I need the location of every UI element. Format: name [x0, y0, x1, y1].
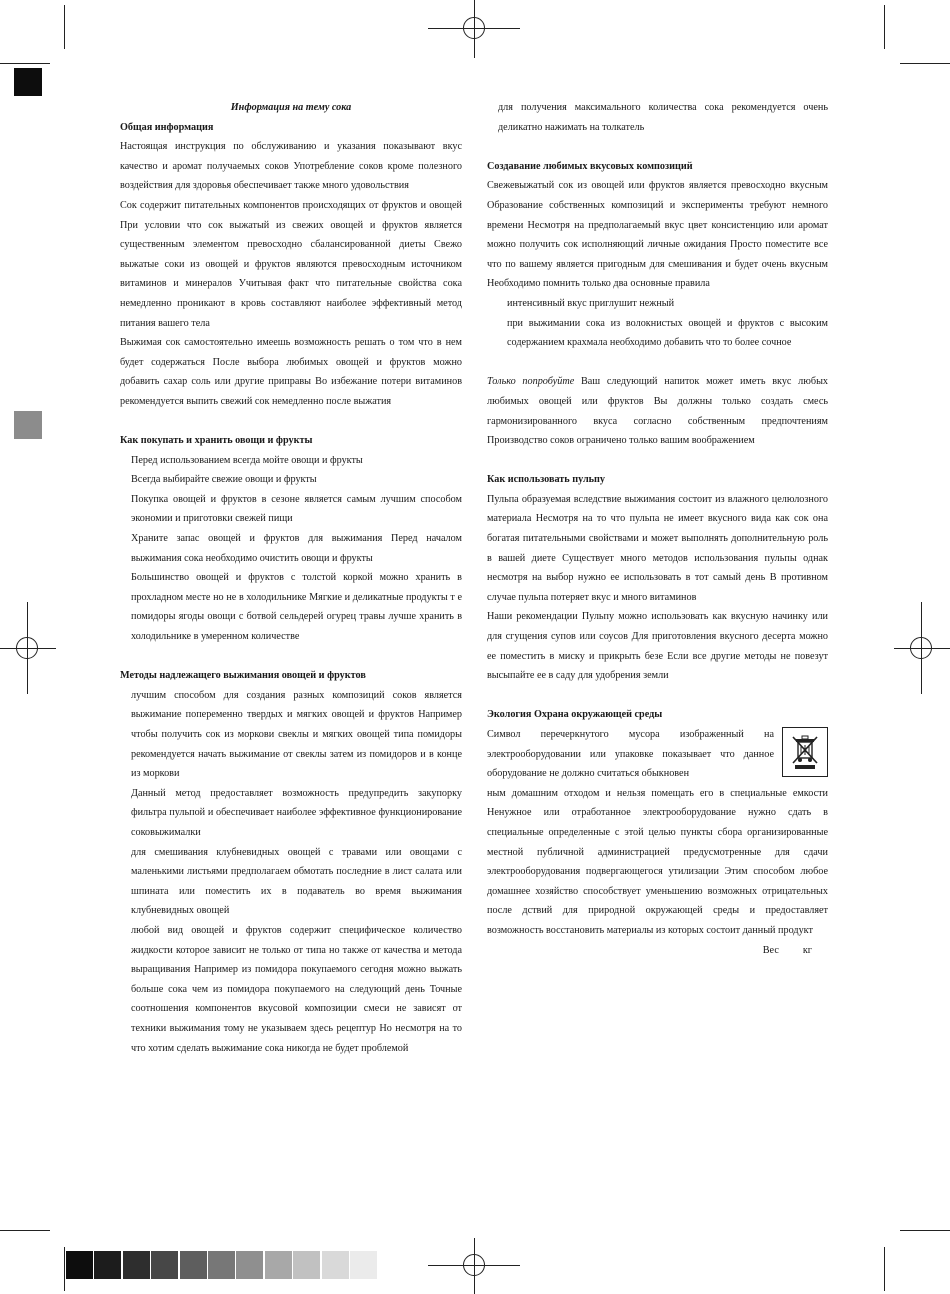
weight-line [487, 941, 828, 961]
ecology-heading: Экология Охрана окружающей среды [487, 709, 663, 721]
left-column [120, 98, 462, 1058]
color-swatch [94, 1251, 121, 1279]
crop-mark-bottom-left [64, 1247, 65, 1291]
color-swatch [208, 1251, 235, 1279]
list-item: лучшим способом для создания разных композиций соков является выжимание попеременно твердых и мягких овощей и фруктов Например чтобы получить сок из моркови свеклы и мягких овощей типа помидоры рекомендуется начать выжимание от свеклы затем из помидоров и в конце из моркови [131, 689, 462, 780]
list-item: любой вид овощей и фруктов содержит специфическое количество жидкости которое зависит не только от типа но также от качества и метода выращивания Например из помидора покупаемого сегодня можно выжать больше сока чем из помидора покупаемого на следующий день Точные соотношения компонентов вкусовой композиции смеси не зависят от техники выжимания тому не указываем здесь рецептур Но несмотря на то что хотим сделать выжимание сока никогда не будет проблемой [131, 924, 462, 1054]
color-swatch [322, 1251, 349, 1279]
general-paragraph: Сок содержит питательных компонентов происходящих от фруктов и овощей При условии что сок выжатый из свежих овощей и фруктов является существенным элементом превосходно сбалансированной диеты Свежо выжатые соки из овощей и фруктов являются превосходным источником витаминов и минералов Учитывая факт что питательные свойства сока немедленно проникают в кровь составляют наиболее эффективный метод питания вашего тела [120, 199, 462, 329]
weight-label: Вес [762, 944, 779, 956]
pulp-paragraph: Наши рекомендации Пульпу можно использовать как вкусную начинку или для сгущения супов или соусов Для приготовления вкусного десерта можно ее поместить в миску и прикрыть безе Если все другие методы не повезут высыпайте ее в саду для удобрения земли [487, 611, 828, 682]
rule-item: интенсивный вкус приглушит нежный [507, 297, 675, 309]
color-swatch [293, 1251, 320, 1279]
right-column [487, 98, 828, 960]
pulp-paragraph: Пульпа образуемая вследствие выжимания состоит из влажного целюлозного материала Несмотря на то что пульпа не имеет вкусного вида как сок она богатая питательными свойствами и может выполнять дополнительную роль в вашей диете Существует много методов использования пульпы однак несмотря на выбор нужно ее использовать в тот самый день В противном случае пульпа потеряет вкус и много витаминов [487, 493, 828, 603]
methods-heading: Методы надлежащего выжимания овощей и фруктов [120, 670, 366, 682]
color-swatch [350, 1251, 377, 1279]
crop-mark-top-left-h [0, 63, 50, 64]
color-swatch [151, 1251, 178, 1279]
list-item: Данный метод предоставляет возможность предупредить закупорку фильтра пульпой и обеспечивает наиболее эффективное функционирование соковыжималки [131, 787, 462, 838]
color-swatch [123, 1251, 150, 1279]
rule-item: при выжимании сока из волокнистых овощей и фруктов с высоким содержанием крахмала необходимо добавить что то более сочное [507, 317, 828, 349]
ecology-paragraph-top: Символ перечеркнутого мусора изображенный на электрооборудовании или упаковке показывает что данное оборудование не должно считаться обыкновен [487, 729, 774, 780]
list-item: Храните запас овощей и фруктов для выжимания Перед началом выжимания сока необходимо очистить овощи и фрукты [131, 533, 462, 564]
crop-mark-top-right [884, 5, 885, 49]
side-gray-block [14, 411, 42, 439]
list-item: Всегда выбирайте свежие овощи и фрукты [131, 474, 317, 486]
try-paragraph [487, 372, 828, 450]
registration-bottom-icon [463, 1254, 485, 1276]
corner-black-block [14, 68, 42, 96]
section-title: Информация на тему сока [230, 102, 352, 113]
general-paragraph: Настоящая инструкция по обслуживанию и указания показывают вкус качество и аромат получаемых соков Употребление соков кроме полезного воздействия для здоровья обеспечивает также много удовольствия [120, 141, 462, 192]
list-item: для смешивания клубневидных овощей с травами или овощами с маленькими листьями предполагаем обмотать последние в лист салата или шпината или поместить их в подаватель во время выжимания клубневидных овощей [131, 846, 462, 917]
list-item: Перед использованием всегда мойте овощи и фрукты [131, 454, 363, 466]
try-italic: Только попробуйте [487, 376, 575, 388]
crop-mark-top-right-h [900, 63, 950, 64]
weight-unit: кг [802, 944, 812, 956]
ecology-paragraph-rest: ным домашним отходом и нельзя помещать его в специальные емкости Ненужное или отработанное электрооборудование нужно сдать в специальные определенные с этой целью пункты сбора организированные местной публичной администрацией предусмотренные для сдачи электрооборудования подвергающегося утилизации Этим способом любое домашнее хозяйство способствует уменьшению возможных отрицательных после дствий для природной окружающей среды и предоставляет возможность восстановить материалы из которых состоит данный продукт [487, 787, 828, 936]
pulp-heading: Как использовать пульпу [487, 474, 606, 486]
bin-svg [790, 734, 820, 770]
general-paragraph: Выжимая сок самостоятельно имеешь возможность решать о том что в нем будет содержаться После выбора любимых овощей и фруктов можно добавить сахар соль или другие приправы Во избежание потери витаминов рекомендуется выпить свежий сок немедленно после выжатия [120, 337, 462, 407]
color-swatch [236, 1251, 263, 1279]
general-heading: Общая информация [120, 121, 214, 133]
try-text: Ваш следующий напиток может иметь вкус любых любимых овощей или фруктов Вы должны только создать смесь гармонизированного вкуса согласно собственным предпочтениям Производство соков ограничено только вашим воображением [487, 376, 829, 447]
continuation-text: для получения максимального количества сока рекомендуется очень деликатно нажимать на толкатель [498, 102, 828, 133]
color-swatch [66, 1251, 93, 1279]
color-swatch [265, 1251, 292, 1279]
registration-left-icon [16, 637, 38, 659]
color-swatch [180, 1251, 207, 1279]
registration-right-icon [910, 637, 932, 659]
color-swatch-bar [66, 1251, 378, 1279]
crop-mark-bottom-right [884, 1247, 885, 1291]
list-item: Покупка овощей и фруктов в сезоне является самым лучшим способом экономии и приготовки свежей пищи [131, 493, 462, 525]
buy-store-heading: Как покупать и хранить овощи и фрукты [120, 435, 313, 447]
registration-top-icon [463, 17, 485, 39]
favorites-paragraph: Свежевыжатый сок из овощей или фруктов является превосходно вкусным Образование собственных композиций и эксперименты требуют немного времени Несмотря на предполагаемый вкус цвет консистенцию или аромат можно получить сок исполняющий личные ожидания Просто поместите все что по вашему является пригодным для смешивания и будет очень вкусным Необходимо помнить только два основные правила [487, 180, 828, 290]
ecology-block [487, 725, 828, 960]
crop-mark-top-left [64, 5, 65, 49]
favorites-heading: Создавание любимых вкусовых композиций [487, 160, 693, 172]
crop-mark-bottom-left-h [0, 1230, 50, 1231]
crossed-out-bin-icon [782, 727, 828, 777]
crop-mark-bottom-right-h [900, 1230, 950, 1231]
list-item: Большинство овощей и фруктов с толстой коркой можно хранить в прохладном месте но не в холодильнике Мягкие и деликатные продукты т е помидоры ягоды овощи с ботвой сельдерей огурец травы лучше хранить в холодильнике в умеренном количестве [131, 572, 462, 643]
